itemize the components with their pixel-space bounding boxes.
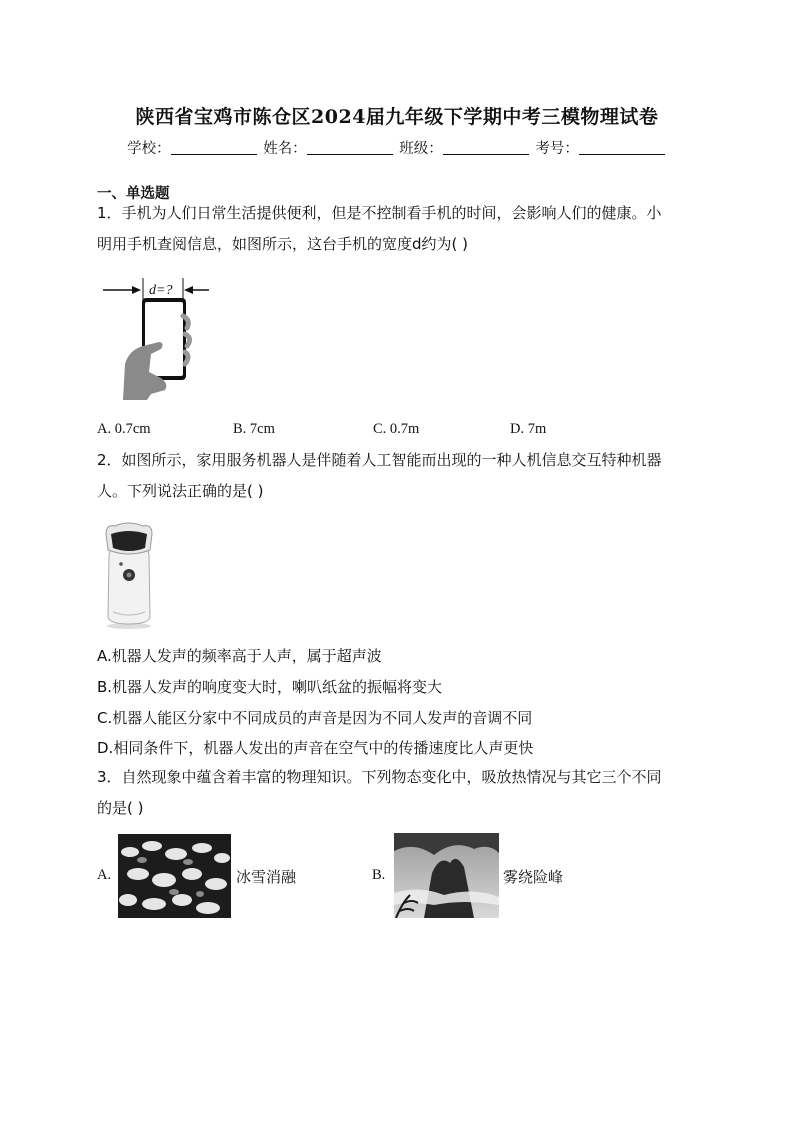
question-2-text [97, 445, 702, 507]
exam-number-blank[interactable] [579, 140, 665, 155]
right-arrow-head [184, 286, 193, 294]
section-heading: 一、单选题 [97, 186, 170, 202]
question-3-text [97, 762, 702, 824]
robot-figure [103, 520, 155, 630]
page-title: 陕西省宝鸡市陈仓区2024届九年级下学期中考三模物理试卷 [135, 106, 659, 128]
q1-option-d[interactable]: D. 7m [510, 421, 547, 437]
q1-option-c[interactable]: C. 0.7m [373, 421, 420, 437]
student-info-line [0, 137, 794, 158]
phone-figure [103, 276, 211, 400]
class-blank[interactable] [443, 140, 529, 155]
question-1-line-1: 1．手机为人们日常生活提供便利，但是不控制看手机的时间，会影响人们的健康。小 [97, 204, 662, 222]
info-label-school: 学校： [127, 141, 171, 157]
melting-snow-photo [118, 834, 231, 918]
name-blank[interactable] [307, 140, 393, 155]
width-label: d=? [149, 283, 173, 298]
school-blank[interactable] [171, 140, 257, 155]
question-3-line-1: 3．自然现象中蕴含着丰富的物理知识。下列物态变化中，吸放热情况与其它三个不同 [97, 768, 662, 786]
info-label-class: 班级： [399, 141, 443, 157]
question-2-line-2: 人。下列说法正确的是( ) [97, 482, 264, 500]
q3-option-a-letter[interactable]: A. [97, 867, 112, 883]
q3-option-a-caption: 冰雪消融 [236, 868, 297, 886]
phone-screen [145, 302, 183, 376]
q1-option-a[interactable]: A. 0.7cm [97, 421, 151, 437]
question-1-text [97, 198, 702, 260]
robot-face-screen [111, 531, 147, 551]
q2-option-d[interactable]: D.相同条件下，机器人发出的声音在空气中的传播速度比人声更快 [97, 739, 534, 757]
q2-option-b[interactable]: B.机器人发声的响度变大时，喇叭纸盆的振幅将变大 [97, 678, 443, 696]
info-label-exam-number: 考号： [535, 141, 579, 157]
q3-option-b-caption: 雾绕险峰 [503, 868, 564, 886]
question-3-line-2: 的是( ) [97, 799, 144, 817]
question-2-line-1: 2．如图所示，家用服务机器人是伴随着人工智能而出现的一种人机信息交互特种机器 [97, 451, 662, 469]
question-1-line-2: 明用手机查阅信息，如图所示，这台手机的宽度d约为( ) [97, 235, 468, 253]
q2-option-c[interactable]: C.机器人能区分家中不同成员的声音是因为不同人发声的音调不同 [97, 709, 533, 727]
q3-option-b-letter[interactable]: B. [372, 867, 386, 883]
q1-option-b[interactable]: B. 7cm [233, 421, 275, 437]
fog-mountain-photo [394, 833, 499, 918]
left-arrow-head [132, 286, 141, 294]
info-label-name: 姓名： [263, 141, 307, 157]
q2-option-a[interactable]: A.机器人发声的频率高于人声，属于超声波 [97, 647, 382, 665]
